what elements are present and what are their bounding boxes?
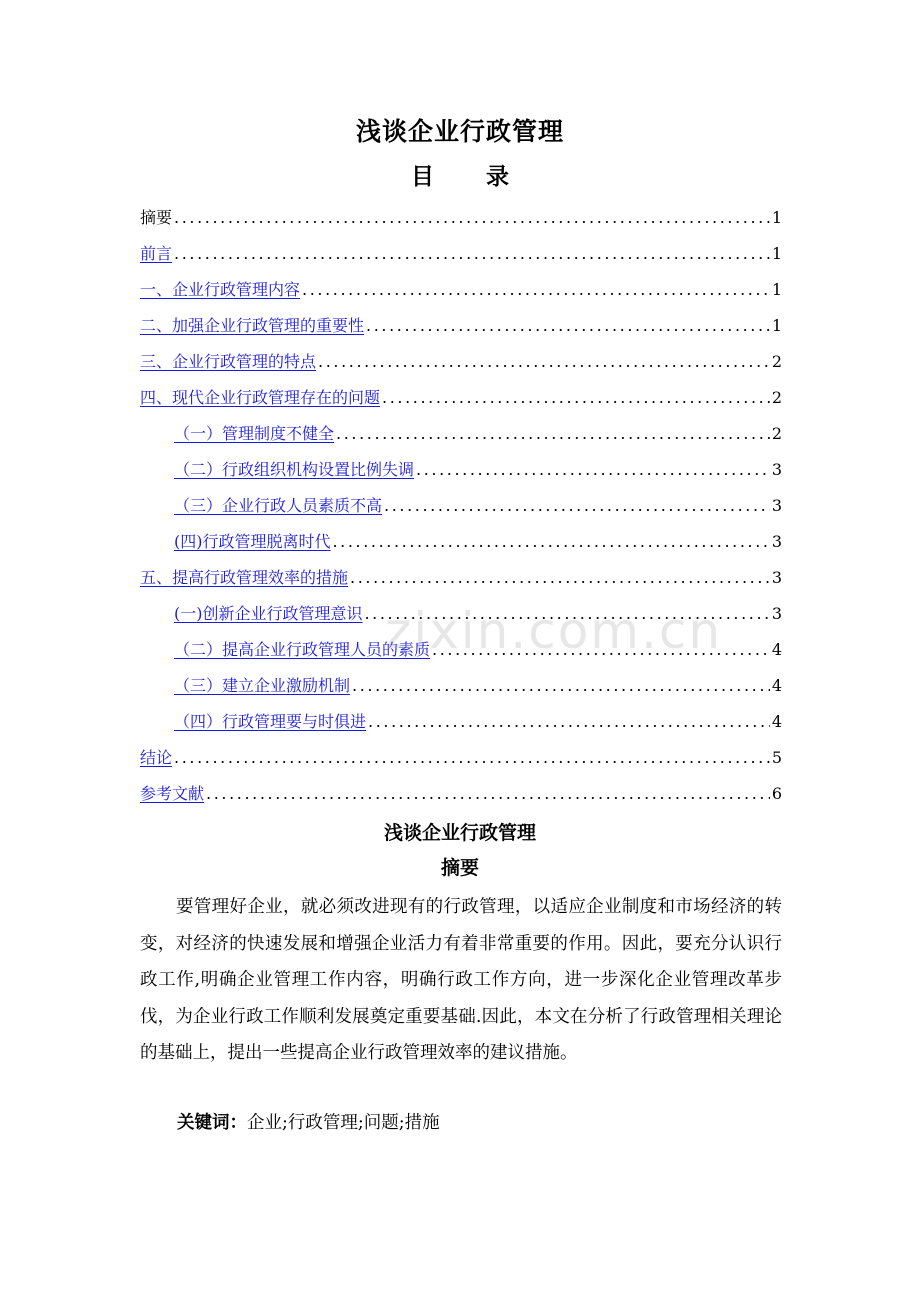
toc-entry-page-number: 1 (771, 244, 782, 263)
toc-entry[interactable] (140, 740, 782, 776)
keywords-label: 关键词： (177, 1113, 247, 1133)
toc-entry-label[interactable]: 二、加强企业行政管理的重要性 (140, 316, 365, 335)
toc-entry-page-number: 2 (771, 388, 782, 407)
toc-dot-leader (206, 776, 770, 812)
toc-entry-page-number: 3 (771, 568, 782, 587)
toc-entry-page-number: 4 (771, 712, 782, 731)
paper-title: 浅谈企业行政管理 (383, 822, 536, 844)
keywords-line (177, 1105, 440, 1141)
toc-entry-page-number: 3 (771, 532, 782, 551)
toc-entry-page-number: 3 (771, 496, 782, 515)
toc-entry[interactable] (140, 416, 782, 452)
keywords-value: 企业;行政管理;问题;措施 (247, 1113, 440, 1133)
toc-dot-leader (318, 344, 770, 380)
toc-entry-label[interactable]: 前言 (140, 244, 173, 263)
toc-entry[interactable] (140, 560, 782, 596)
toc-entry-label[interactable]: (四)行政管理脱离时代 (174, 532, 331, 551)
document-title: 浅谈企业行政管理 (355, 117, 564, 146)
toc-dot-leader (333, 524, 770, 560)
toc-entry-label[interactable]: （三）企业行政人员素质不高 (174, 496, 383, 515)
toc-entry-page-number: 4 (771, 640, 782, 659)
toc-entry-label: 摘要 (140, 208, 173, 227)
toc-entry-label[interactable]: 三、企业行政管理的特点 (140, 352, 317, 371)
toc-entry-label[interactable]: 一、企业行政管理内容 (140, 280, 301, 299)
abstract-heading: 摘要 (440, 857, 479, 879)
toc-entry-page-number: 3 (771, 604, 782, 623)
toc-entry-label[interactable]: 参考文献 (140, 784, 205, 803)
toc-entry-page-number: 6 (771, 784, 782, 803)
toc-entry-label[interactable]: 结论 (140, 748, 173, 767)
toc-entry[interactable] (140, 344, 782, 380)
toc-entry-page-number: 2 (771, 352, 782, 371)
toc-dot-leader (174, 200, 770, 236)
toc-entry-label[interactable]: （四）行政管理要与时俱进 (174, 712, 367, 731)
toc-entry[interactable] (140, 704, 782, 740)
toc-entry[interactable] (140, 272, 782, 308)
toc-dot-leader (336, 416, 770, 452)
toc-heading: 目 录 (410, 163, 531, 190)
toc-entry-page-number: 5 (771, 748, 782, 767)
toc-dot-leader (384, 488, 770, 524)
toc-dot-leader (368, 704, 770, 740)
toc-entry-page-number: 2 (771, 424, 782, 443)
toc-dot-leader (366, 308, 770, 344)
toc-entry[interactable] (140, 524, 782, 560)
toc-dot-leader (416, 452, 770, 488)
toc-entry-label[interactable]: （二）行政组织机构设置比例失调 (174, 460, 415, 479)
abstract-paragraph: 要管理好企业，就必须改进现有的行政管理，以适应企业制度和市场经济的转变，对经济的快速发展和增强企业活力有着非常重要的作用。因此，要充分认识行政工作,明确企业管理工作内容，明确行政工作方向，进一步深化企业管理改革步伐，为企业行政工作顺利发展奠定重要基础.因此，本文在分析了行政管理相关理论的基础上，提出一些提高企业行政管理效率的建议措施。 (140, 897, 782, 1063)
toc-entry-page-number: 1 (771, 208, 782, 227)
toc-entry[interactable] (140, 452, 782, 488)
toc-entry-label[interactable]: (一)创新企业行政管理意识 (174, 604, 363, 623)
toc-entry[interactable] (140, 776, 782, 812)
toc-dot-leader (350, 560, 770, 596)
toc-entry[interactable] (140, 380, 782, 416)
toc-entry-page-number: 1 (771, 280, 782, 299)
toc-entry-label[interactable]: 四、现代企业行政管理存在的问题 (140, 388, 381, 407)
toc-entry[interactable] (140, 308, 782, 344)
toc-dot-leader (174, 236, 770, 272)
toc-dot-leader (382, 380, 770, 416)
toc-entry (140, 200, 782, 236)
toc-entry[interactable] (140, 668, 782, 704)
toc-entry-label[interactable]: （一）管理制度不健全 (174, 424, 335, 443)
toc-entry[interactable] (140, 236, 782, 272)
toc-entry-label[interactable]: 五、提高行政管理效率的措施 (140, 568, 349, 587)
table-of-contents (140, 200, 782, 812)
watermark: zixin.com.cn (385, 602, 723, 660)
toc-entry-label[interactable]: （二）提高企业行政管理人员的素质 (174, 640, 431, 659)
toc-dot-leader (302, 272, 770, 308)
toc-entry-page-number: 1 (771, 316, 782, 335)
toc-entry[interactable] (140, 488, 782, 524)
toc-entry-page-number: 3 (771, 460, 782, 479)
toc-entry-page-number: 4 (771, 676, 782, 695)
toc-entry-label[interactable]: （三）建立企业激励机制 (174, 676, 351, 695)
toc-dot-leader (174, 740, 770, 776)
toc-dot-leader (352, 668, 770, 704)
